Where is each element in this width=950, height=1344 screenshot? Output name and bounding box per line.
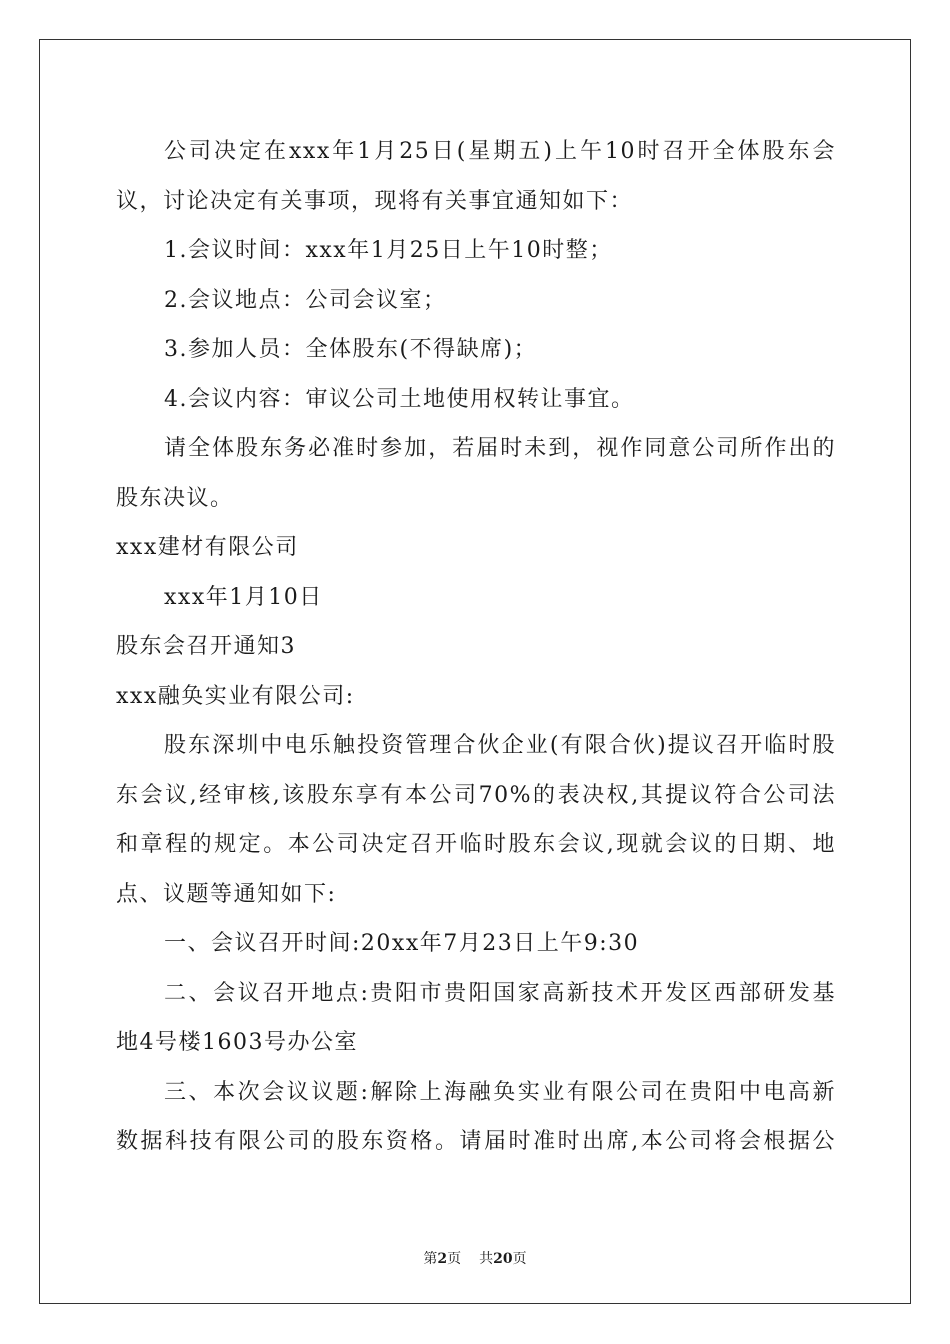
paragraph-line: 东会议,经审核,该股东享有本公司70%的表决权,其提议符合公司法 bbox=[116, 782, 836, 808]
list-item: 一、会议召开时间:20xx年7月23日上午9:30 bbox=[164, 931, 640, 956]
signature-date: xxx年1月10日 bbox=[164, 584, 323, 610]
list-item: 三、本次会议议题:解除上海融奂实业有限公司在贵阳中电高新 bbox=[164, 1079, 836, 1105]
paragraph-line: 点、议题等通知如下: bbox=[116, 881, 337, 907]
paragraph-line: 议，讨论决定有关事项，现将有关事宜通知如下： bbox=[116, 188, 634, 214]
page-prefix: 第 bbox=[423, 1251, 438, 1267]
list-item: 二、会议召开地点:贵阳市贵阳国家高新技术开发区西部研发基 bbox=[164, 980, 836, 1006]
total-prefix: 共 bbox=[479, 1251, 494, 1267]
page-number: 2 bbox=[437, 1251, 448, 1267]
paragraph-line: 公司决定在xxx年1月25日(星期五)上午10时召开全体股东会 bbox=[164, 139, 836, 164]
paragraph-line: 1.会议时间：xxx年1月25日上午10时整； bbox=[164, 238, 613, 263]
total-pages: 20 bbox=[493, 1251, 513, 1267]
page-footer bbox=[0, 1248, 950, 1268]
list-item-continuation: 数据科技有限公司的股东资格。请届时准时出席,本公司将会根据公 bbox=[116, 1129, 836, 1154]
paragraph-line: 股东深圳中电乐触投资管理合伙企业(有限合伙)提议召开临时股 bbox=[164, 733, 836, 758]
paragraph-line: 4.会议内容：审议公司土地使用权转让事宜。 bbox=[164, 386, 635, 412]
total-suffix: 页 bbox=[512, 1251, 527, 1267]
section-title: 股东会召开通知3 bbox=[116, 634, 296, 659]
page-suffix: 页 bbox=[447, 1251, 462, 1267]
paragraph-line: 请全体股东务必准时参加，若届时未到，视作同意公司所作出的 bbox=[164, 436, 836, 461]
paragraph-line: 股东决议。 bbox=[116, 485, 234, 511]
document-body bbox=[116, 127, 836, 1167]
list-item-continuation: 地4号楼1603号办公室 bbox=[116, 1030, 358, 1055]
addressee: xxx融奂实业有限公司: bbox=[116, 683, 355, 709]
signature-company: xxx建材有限公司 bbox=[116, 535, 299, 560]
paragraph-line: 和章程的规定。本公司决定召开临时股东会议,现就会议的日期、地 bbox=[116, 832, 836, 857]
paragraph-line: 3.参加人员：全体股东(不得缺席)； bbox=[164, 337, 538, 362]
paragraph-line: 2.会议地点：公司会议室； bbox=[164, 287, 447, 313]
